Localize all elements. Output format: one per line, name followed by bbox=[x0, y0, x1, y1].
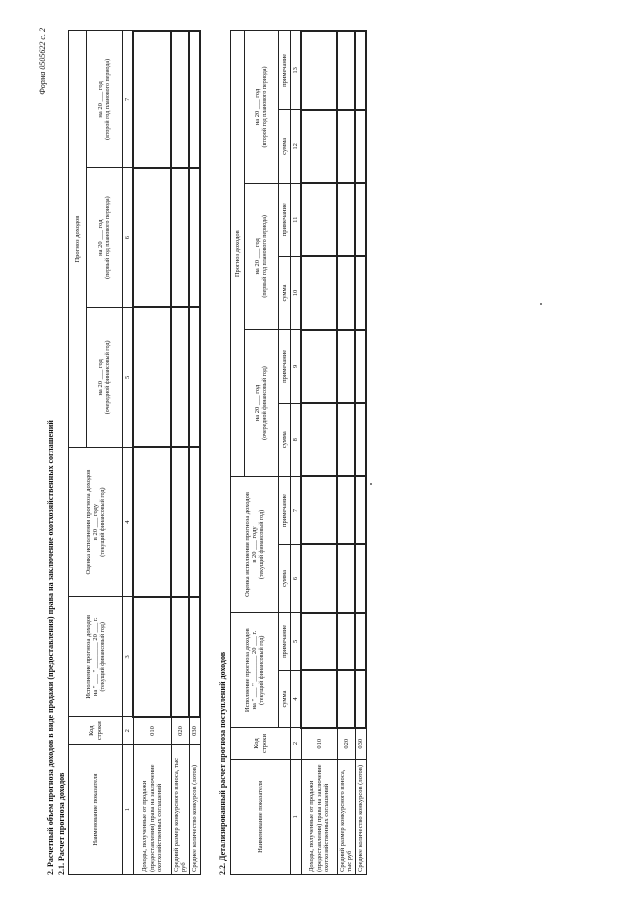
value-cell[interactable] bbox=[337, 613, 355, 671]
header-eval-l1: Оценка исполнения прогноза доходов bbox=[243, 492, 251, 597]
table-row bbox=[301, 31, 337, 875]
value-cell[interactable] bbox=[337, 544, 355, 612]
header-f1-l1: на 20 ___ год bbox=[254, 384, 262, 422]
colnum: 11 bbox=[291, 183, 302, 256]
header-f2-l1: на 20 ___ год bbox=[97, 219, 105, 256]
sub-note: примечание bbox=[279, 476, 291, 544]
header-forecast-y3 bbox=[245, 31, 279, 183]
header-evaluation bbox=[231, 476, 279, 612]
table-row bbox=[355, 31, 366, 875]
row-name: Среднее количество конкурсов (лотов) bbox=[355, 759, 366, 874]
value-cell[interactable] bbox=[301, 613, 337, 671]
header-f2-l2: (первый год планового периода) bbox=[104, 196, 111, 279]
header-forecast-y2 bbox=[245, 183, 279, 330]
value-cell[interactable] bbox=[337, 403, 355, 476]
value-cell[interactable] bbox=[355, 110, 366, 183]
row-code: 020 bbox=[171, 717, 189, 745]
sub-note: примечание bbox=[279, 183, 291, 256]
value-cell[interactable] bbox=[337, 330, 355, 403]
row-name: Средний размер конкурсного взноса, тыс руб bbox=[337, 759, 355, 874]
value-cell[interactable] bbox=[171, 447, 189, 597]
header-evaluation bbox=[69, 447, 123, 597]
header-exec-l3: (текущий финансовый год) bbox=[258, 635, 265, 705]
section-2-1-title: 2.1. Расчет прогноза доходов bbox=[57, 772, 66, 875]
value-cell[interactable] bbox=[337, 110, 355, 183]
header-f3-l1: на 20 ___ год bbox=[254, 88, 262, 126]
header-eval-l3: (текущий финансовый год) bbox=[258, 509, 265, 580]
header-forecast-y2 bbox=[87, 168, 123, 308]
colnum: 9 bbox=[291, 330, 302, 403]
value-cell[interactable] bbox=[301, 330, 337, 403]
header-f1-l2: (очередной финансовый год) bbox=[261, 366, 268, 440]
value-cell[interactable] bbox=[301, 544, 337, 612]
value-cell[interactable] bbox=[171, 307, 189, 447]
value-cell[interactable] bbox=[133, 31, 171, 168]
colnum: 1 bbox=[123, 745, 134, 875]
value-cell[interactable] bbox=[301, 256, 337, 329]
colnum: 4 bbox=[123, 447, 134, 597]
header-forecast: Прогноз доходов bbox=[231, 31, 245, 476]
row-code: 030 bbox=[355, 728, 366, 759]
header-execution bbox=[231, 613, 279, 728]
colnum: 7 bbox=[123, 31, 134, 168]
value-cell[interactable] bbox=[355, 476, 366, 544]
table-row bbox=[189, 31, 200, 875]
value-cell[interactable] bbox=[171, 597, 189, 717]
value-cell[interactable] bbox=[171, 168, 189, 308]
header-exec-l3: (текущий финансовый год) bbox=[99, 622, 106, 692]
column-numbers-row bbox=[291, 31, 302, 875]
header-code: Код строки bbox=[231, 728, 291, 759]
sub-sum: сумма bbox=[279, 403, 291, 476]
colnum: 2 bbox=[123, 717, 134, 745]
header-exec-l1: Исполнение прогноза доходов bbox=[84, 614, 92, 699]
value-cell[interactable] bbox=[355, 31, 366, 110]
header-f3-l1: на 20 ___ год bbox=[97, 81, 105, 118]
sub-sum: сумма bbox=[279, 544, 291, 612]
colnum: 8 bbox=[291, 403, 302, 476]
table-row bbox=[337, 31, 355, 875]
value-cell[interactable] bbox=[301, 670, 337, 728]
value-cell[interactable] bbox=[133, 597, 171, 717]
row-name: Среднее количество конкурсов (лотов) bbox=[189, 745, 200, 875]
header-exec-l2: на " ___ " ________ 20 ___ г. bbox=[92, 617, 100, 697]
value-cell[interactable] bbox=[189, 31, 200, 168]
form-reference: Форма 0505622 с. 2 bbox=[38, 28, 47, 95]
value-cell[interactable] bbox=[355, 544, 366, 612]
value-cell[interactable] bbox=[355, 330, 366, 403]
colnum: 3 bbox=[123, 597, 134, 717]
colnum: 5 bbox=[123, 307, 134, 447]
value-cell[interactable] bbox=[189, 307, 200, 447]
row-code: 030 bbox=[189, 717, 200, 745]
header-code: Код строки bbox=[69, 717, 123, 745]
section-2-title: 2. Расчетный объем прогноза доходов в виде продажи (предоставления) права на заключение охотхозяйственных соглашений bbox=[46, 420, 55, 875]
header-exec-l1: Исполнение прогноза доходов bbox=[243, 628, 251, 713]
header-exec-l2: на " ___ " ________ 20 ___ г. bbox=[251, 630, 259, 710]
value-cell[interactable] bbox=[337, 476, 355, 544]
header-eval-l1: Оценка исполнения прогноза доходов bbox=[84, 469, 92, 575]
row-name: Доходы, полученные от продажи (предоставления) права на заключение охотхозяйственных соглашений bbox=[133, 745, 171, 875]
header-f2-l2: (первый год планового периода) bbox=[261, 215, 268, 298]
section-2-2-title: 2.2. Детализированный расчет прогноза поступлений доходов bbox=[218, 651, 227, 875]
value-cell[interactable] bbox=[337, 31, 355, 110]
value-cell[interactable] bbox=[189, 168, 200, 308]
row-name: Средний размер конкурсного взноса, тыс руб bbox=[171, 745, 189, 875]
colnum: 7 bbox=[291, 476, 302, 544]
row-code: 020 bbox=[337, 728, 355, 759]
colnum: 6 bbox=[123, 168, 134, 308]
value-cell[interactable] bbox=[133, 168, 171, 308]
colnum: 1 bbox=[291, 759, 302, 874]
row-code: 010 bbox=[133, 717, 171, 745]
row-code: 010 bbox=[301, 728, 337, 759]
header-f3-l2: (второй год планового периода) bbox=[104, 58, 111, 140]
header-name: Наименование показателя bbox=[231, 759, 291, 874]
colnum: 12 bbox=[291, 110, 302, 183]
sub-sum: сумма bbox=[279, 256, 291, 329]
scan-speck bbox=[370, 483, 372, 485]
value-cell[interactable] bbox=[355, 403, 366, 476]
header-f2-l1: на 20 ___ год bbox=[254, 238, 262, 275]
header-forecast-y3 bbox=[87, 31, 123, 168]
header-forecast-y1 bbox=[87, 307, 123, 447]
colnum: 4 bbox=[291, 670, 302, 728]
header-name: Наименование показателя bbox=[69, 745, 123, 875]
value-cell[interactable] bbox=[355, 670, 366, 728]
value-cell[interactable] bbox=[301, 31, 337, 110]
value-cell[interactable] bbox=[337, 183, 355, 256]
value-cell[interactable] bbox=[337, 256, 355, 329]
colnum: 5 bbox=[291, 613, 302, 671]
value-cell[interactable] bbox=[301, 403, 337, 476]
value-cell[interactable] bbox=[355, 183, 366, 256]
header-eval-l2: в 20 ___ году bbox=[251, 526, 259, 563]
value-cell[interactable] bbox=[133, 307, 171, 447]
table-row bbox=[171, 31, 189, 875]
value-cell[interactable] bbox=[301, 110, 337, 183]
colnum: 13 bbox=[291, 31, 302, 110]
header-eval-l2: в 20 ___ году bbox=[92, 503, 100, 541]
sub-note: примечание bbox=[279, 330, 291, 403]
value-cell[interactable] bbox=[301, 183, 337, 256]
header-forecast-y1 bbox=[245, 330, 279, 477]
sub-sum: сумма bbox=[279, 110, 291, 183]
header-forecast: Прогноз доходов bbox=[69, 31, 87, 447]
forecast-table bbox=[68, 30, 201, 875]
value-cell[interactable] bbox=[133, 447, 171, 597]
row-name: Доходы, полученные от продажи (предоставления) права на заключение охотхозяйственных соглашений bbox=[301, 759, 337, 874]
value-cell[interactable] bbox=[189, 447, 200, 597]
header-f3-l2: (второй год планового периода) bbox=[261, 66, 268, 148]
header-eval-l3: (текущий финансовый год) bbox=[99, 487, 106, 557]
table-row bbox=[133, 31, 171, 875]
value-cell[interactable] bbox=[171, 31, 189, 168]
value-cell[interactable] bbox=[189, 597, 200, 717]
value-cell[interactable] bbox=[355, 256, 366, 329]
sub-note: примечание bbox=[279, 31, 291, 110]
sub-note: примечание bbox=[279, 613, 291, 671]
value-cell[interactable] bbox=[355, 613, 366, 671]
colnum: 10 bbox=[291, 256, 302, 329]
colnum: 6 bbox=[291, 544, 302, 612]
colnum: 2 bbox=[291, 728, 302, 759]
scan-speck bbox=[540, 303, 542, 305]
value-cell[interactable] bbox=[337, 670, 355, 728]
detailed-forecast-table bbox=[230, 30, 367, 875]
header-f1-l1: на 20 ___ год bbox=[97, 359, 105, 396]
header-execution bbox=[69, 597, 123, 717]
header-f1-l2: (очередной финансовый год) bbox=[104, 340, 111, 415]
sub-sum: сумма bbox=[279, 670, 291, 728]
value-cell[interactable] bbox=[301, 476, 337, 544]
column-numbers-row bbox=[123, 31, 134, 875]
